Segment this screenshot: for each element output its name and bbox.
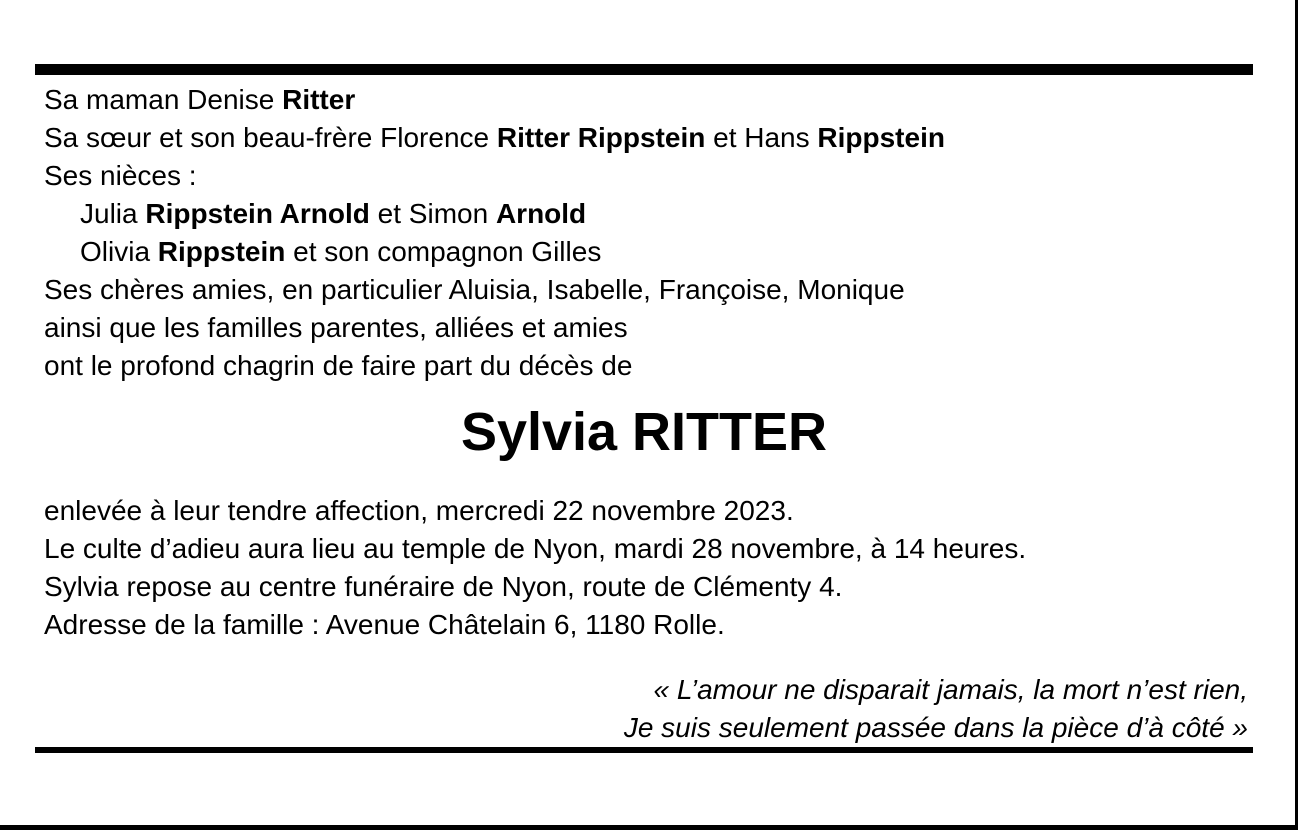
deceased-name-title: Sylvia RITTER xyxy=(460,402,828,462)
family-name-bold: Rippstein xyxy=(817,122,945,153)
text-segment: et Simon xyxy=(369,198,496,229)
family-line xyxy=(44,233,945,271)
text-segment: Sa sœur et son beau-frère Florence xyxy=(44,122,497,153)
details-line: Adresse de la famille : Avenue Châtelain 6, 1180 Rolle. xyxy=(44,609,725,640)
family-name-bold: Arnold xyxy=(495,198,587,229)
family-name-bold: Ritter Rippstein xyxy=(496,122,706,153)
text-segment: Ses nièces : xyxy=(44,160,197,191)
bottom-divider-rule xyxy=(35,747,1253,753)
family-line xyxy=(44,157,945,195)
family-line xyxy=(44,81,945,119)
details-line: enlevée à leur tendre affection, mercredi 22 novembre 2023. xyxy=(44,495,794,526)
text-segment: Olivia xyxy=(80,236,158,267)
family-line xyxy=(44,195,945,233)
family-line xyxy=(44,347,945,385)
family-lines-block xyxy=(44,81,945,385)
memorial-quote-block xyxy=(35,671,1248,747)
family-line xyxy=(44,119,945,157)
page-bottom-border xyxy=(0,825,1298,830)
quote-line: « L’amour ne disparait jamais, la mort n’est rien, xyxy=(653,674,1248,705)
family-name-bold: Rippstein Arnold xyxy=(145,198,370,229)
details-line: Sylvia repose au centre funéraire de Nyon, route de Clémenty 4. xyxy=(44,571,843,602)
quote-line: Je suis seulement passée dans la pièce d’à côté » xyxy=(623,712,1248,743)
family-line xyxy=(44,309,945,347)
family-line xyxy=(44,271,945,309)
family-name-bold: Rippstein xyxy=(157,236,286,267)
text-segment: et Hans xyxy=(705,122,818,153)
family-name-bold: Ritter xyxy=(282,84,356,115)
text-segment: ainsi que les familles parentes, alliées et amies xyxy=(44,312,628,343)
text-segment: ont le profond chagrin de faire part du décès de xyxy=(44,350,633,381)
text-segment: Julia xyxy=(80,198,146,229)
text-segment: Ses chères amies, en particulier Aluisia, Isabelle, Françoise, Monique xyxy=(44,274,905,305)
details-line: Le culte d’adieu aura lieu au temple de Nyon, mardi 28 novembre, à 14 heures. xyxy=(44,533,1027,564)
text-segment: et son compagnon Gilles xyxy=(285,236,602,267)
top-divider-rule xyxy=(35,64,1253,75)
text-segment: Sa maman Denise xyxy=(44,84,283,115)
funeral-details-block xyxy=(44,492,1026,644)
